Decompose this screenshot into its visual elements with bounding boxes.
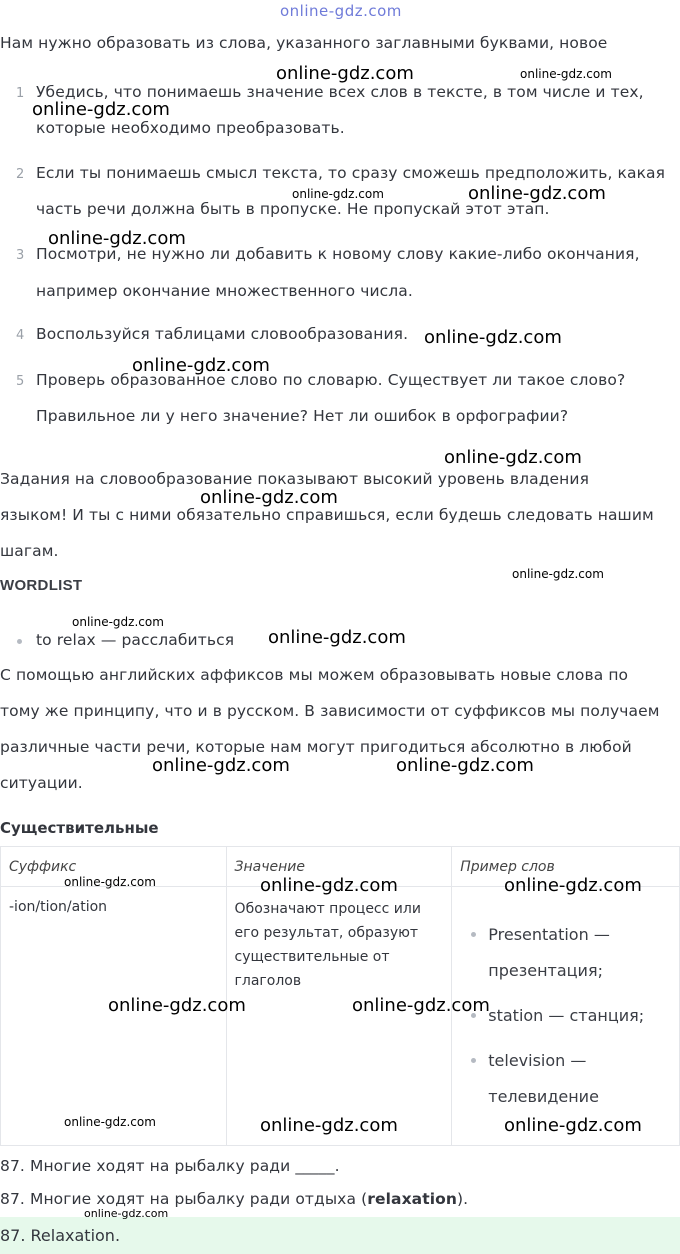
table-row <box>1 887 680 1146</box>
watermark: online-gdz.com <box>152 755 290 776</box>
watermark: online-gdz.com <box>64 1115 156 1129</box>
table-header-cell: Пример слов <box>452 847 680 887</box>
watermark-top: online-gdz.com <box>280 2 402 20</box>
step-text: Правильное ли у него значение? Нет ли ошибок в орфографии? <box>36 407 569 425</box>
watermark: online-gdz.com <box>276 63 414 84</box>
example-item: • television — телевидение <box>488 1043 671 1115</box>
intro-text: Нам нужно образовать из слова, указанного заглавными буквами, новое <box>0 34 608 52</box>
meaning-cell <box>226 887 452 1146</box>
watermark: online-gdz.com <box>108 995 246 1016</box>
watermark: online-gdz.com <box>444 447 582 468</box>
wordlist-heading: WORDLIST <box>0 577 83 594</box>
suffix-cell <box>1 887 227 1146</box>
watermark: online-gdz.com <box>520 67 612 81</box>
step-text: которые необходимо преобразовать. <box>36 119 345 137</box>
step-text: Проверь образованное слово по словарю. Существует ли такое слово? <box>36 371 626 389</box>
watermark: online-gdz.com <box>132 355 270 376</box>
watermark: online-gdz.com <box>352 995 490 1016</box>
summary-text: шагам. <box>0 542 59 560</box>
summary-text: Задания на словообразование показывают высокий уровень владения <box>0 470 590 488</box>
watermark: online-gdz.com <box>424 327 562 348</box>
suffix-value: -ion/tion/ation <box>9 899 108 915</box>
watermark: online-gdz.com <box>260 875 398 896</box>
exercise-answer <box>0 1190 468 1208</box>
exercise-result: 87. Relaxation. <box>0 1226 121 1245</box>
affix-text: тому же принципу, что и в русском. В зависимости от суффиксов мы получаем <box>0 702 660 720</box>
table-header-cell: Суффикс <box>1 847 227 887</box>
watermark: online-gdz.com <box>72 615 164 629</box>
affix-text: ситуации. <box>0 774 83 792</box>
examples-list <box>460 917 671 1115</box>
watermark: online-gdz.com <box>84 1207 169 1220</box>
watermark: online-gdz.com <box>64 875 156 889</box>
summary-text: языком! И ты с ними обязательно справишься, если будешь следовать нашим <box>0 506 654 524</box>
watermark: online-gdz.com <box>292 187 384 201</box>
watermark: online-gdz.com <box>268 627 406 648</box>
watermark: online-gdz.com <box>32 99 170 120</box>
nouns-heading: Существительные <box>0 819 159 837</box>
bullet-icon <box>17 639 22 644</box>
wordlist-item: to relax — расслабиться <box>36 631 235 649</box>
meaning-line: глаголов <box>234 973 302 989</box>
step-number: 2 <box>16 167 25 182</box>
watermark: online-gdz.com <box>504 875 642 896</box>
step-number: 3 <box>16 248 25 263</box>
step-text: Посмотри, не нужно ли добавить к новому слову какие-либо окончания, <box>36 245 640 263</box>
meaning-line: его результат, образуют <box>234 925 419 941</box>
affix-text: С помощью английских аффиксов мы можем образовывать новые слова по <box>0 666 629 684</box>
answer-bold: relaxation <box>367 1190 458 1208</box>
answer-prefix: 87. Многие ходят на рыбалку ради отдыха ( <box>0 1190 368 1208</box>
step-text: Воспользуйся таблицами словообразования. <box>36 325 409 343</box>
meaning-line: Обозначают процесс или <box>234 901 421 917</box>
answer-suffix: ). <box>457 1190 469 1208</box>
affix-text: различные части речи, которые нам могут пригодиться абсолютно в любой <box>0 738 632 756</box>
step-text: часть речи должна быть в пропуске. Не пропускай этот этап. <box>36 200 550 218</box>
watermark: online-gdz.com <box>48 228 186 249</box>
step-number: 1 <box>16 86 25 101</box>
watermark: online-gdz.com <box>512 567 604 581</box>
step-number: 4 <box>16 328 25 343</box>
example-item: • station — станция; <box>488 998 671 1034</box>
example-item: • Presentation — презентация; <box>488 917 671 989</box>
watermark: online-gdz.com <box>260 1115 398 1136</box>
watermark: online-gdz.com <box>396 755 534 776</box>
step-text: Убедись, что понимаешь значение всех слов в тексте, в том числе и тех, <box>36 83 644 101</box>
step-number: 5 <box>16 374 25 389</box>
examples-cell <box>452 887 680 1146</box>
watermark: online-gdz.com <box>468 183 606 204</box>
meaning-line: существительные от <box>234 949 390 965</box>
watermark: online-gdz.com <box>200 487 338 508</box>
table-header-cell: Значение <box>226 847 452 887</box>
exercise-task: 87. Многие ходят на рыбалку ради _____. <box>0 1157 340 1175</box>
step-text: Если ты понимаешь смысл текста, то сразу сможешь предположить, какая <box>36 164 666 182</box>
step-text: например окончание множественного числа. <box>36 282 413 300</box>
watermark: online-gdz.com <box>504 1115 642 1136</box>
